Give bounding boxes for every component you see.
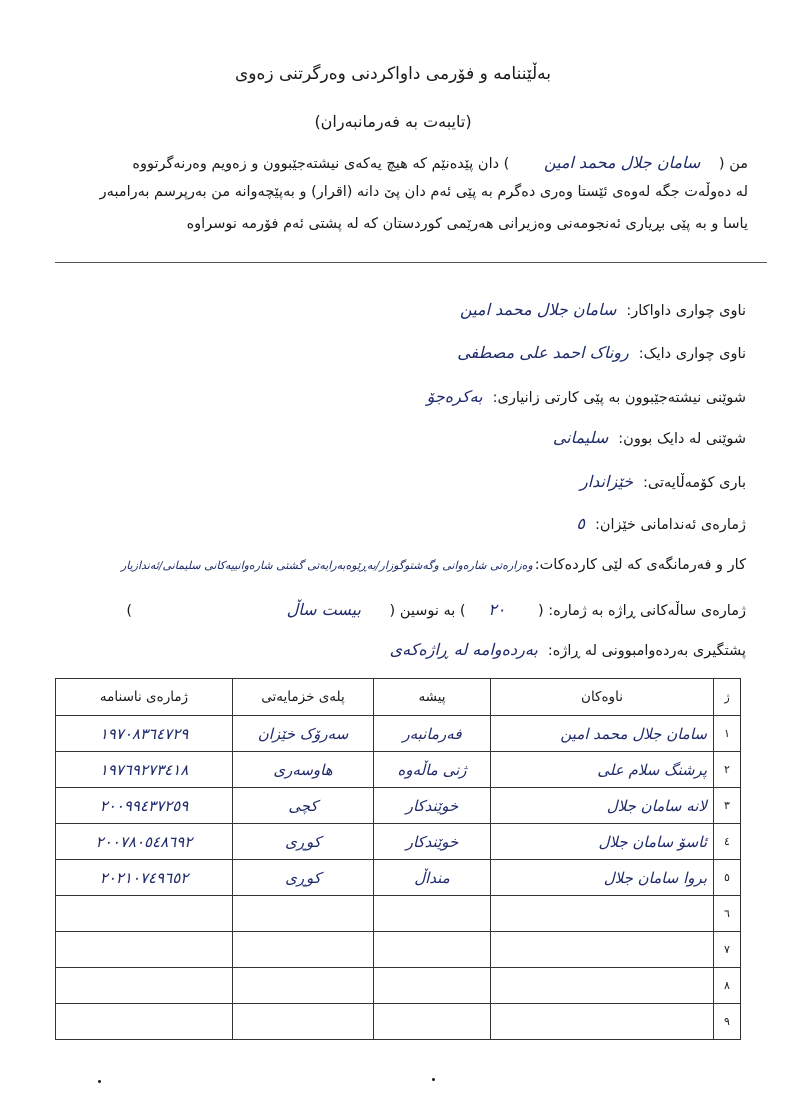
cell-index: ٤ <box>714 824 741 860</box>
divider <box>55 262 767 263</box>
cell-occupation <box>374 968 491 1004</box>
cell-occupation <box>374 932 491 968</box>
field-label: ناوی چواری دایک: <box>638 346 746 362</box>
cell-name <box>491 932 714 968</box>
cell-id-number <box>56 896 233 932</box>
cell-id-number: ١٩٧٠٨٣٦٤٧٢٩ <box>56 716 233 752</box>
cell-occupation <box>374 896 491 932</box>
field-label: پشتگیری بەردەوامبوونی لە ڕاژە: <box>547 643 746 659</box>
cell-relationship <box>233 932 374 968</box>
field-service-years <box>126 600 746 619</box>
cell-name <box>491 896 714 932</box>
declaration-name: سامان جلال محمد امین <box>543 153 701 172</box>
service-years-written: بیست ساڵ <box>286 600 361 619</box>
field-value: بەکرەجۆ <box>426 387 483 406</box>
scan-speck <box>98 1080 101 1083</box>
table-row <box>56 1004 741 1040</box>
cell-occupation: فەرمانبەر <box>374 716 491 752</box>
field-marital-status <box>580 472 746 491</box>
service-years-number: ٢٠ <box>488 600 506 619</box>
field-applicant-name <box>460 300 746 319</box>
cell-index: ١ <box>714 716 741 752</box>
cell-occupation: ژنی ماڵەوە <box>374 752 491 788</box>
cell-relationship: کچی <box>233 788 374 824</box>
cell-relationship <box>233 1004 374 1040</box>
form-subtitle: (تایبەت بە فەرمانبەران) <box>314 112 472 131</box>
table-row <box>56 788 741 824</box>
cell-id-number <box>56 968 233 1004</box>
cell-id-number <box>56 1004 233 1040</box>
table-row <box>56 896 741 932</box>
cell-occupation: خوێندکار <box>374 824 491 860</box>
field-label: شوێنی لە دایک بوون: <box>618 431 746 447</box>
cell-index: ٥ <box>714 860 741 896</box>
cell-relationship <box>233 896 374 932</box>
cell-index: ٩ <box>714 1004 741 1040</box>
cell-occupation: منداڵ <box>374 860 491 896</box>
cell-name: بروا سامان جلال <box>491 860 714 896</box>
field-value: ٥ <box>576 514 585 533</box>
cell-relationship: کوڕی <box>233 824 374 860</box>
cell-index: ٨ <box>714 968 741 1004</box>
scan-speck <box>432 1078 435 1081</box>
field-label: ) <box>126 603 133 619</box>
declaration-line-1 <box>132 153 748 172</box>
family-members-table <box>55 678 741 1040</box>
field-workplace <box>121 557 746 573</box>
cell-index: ٦ <box>714 896 741 932</box>
table-row <box>56 968 741 1004</box>
field-label: ژمارەی ئەندامانی خێزان: <box>594 517 746 533</box>
form-title: بەڵێننامە و فۆرمی داواکردنی وەرگرتنی زەوی <box>234 64 552 84</box>
cell-index: ٢ <box>714 752 741 788</box>
field-label: ) بە نوسین ( <box>389 603 466 619</box>
table-row <box>56 824 741 860</box>
cell-occupation: خوێندکار <box>374 788 491 824</box>
declaration-line-3: یاسا و بە پێی بڕیاری ئەنجومەنی وەزیرانی هەرێمی کوردستان کە لە پشتی ئەم فۆرمە نوسراوە <box>186 216 748 232</box>
table-row <box>56 752 741 788</box>
cell-relationship: سەرۆک خێزان <box>233 716 374 752</box>
header-occupation: پیشە <box>374 679 491 716</box>
field-value: بەردەوامە لە ڕاژەکەی <box>389 640 538 659</box>
cell-name: لانە سامان جلال <box>491 788 714 824</box>
table-row <box>56 716 741 752</box>
table-header-row <box>56 679 741 716</box>
cell-name: سامان جلال محمد امین <box>491 716 714 752</box>
field-label: کار و فەرمانگەی کە لێی کاردەکات: <box>534 557 746 573</box>
field-value: روناک احمد علی مصطفی <box>457 343 629 362</box>
cell-name: ئاسۆ سامان جلال <box>491 824 714 860</box>
field-residence <box>427 387 746 406</box>
cell-relationship <box>233 968 374 1004</box>
header-id-number: ژمارەی ناسنامە <box>56 679 233 716</box>
header-names: ناوەکان <box>491 679 714 716</box>
table-row <box>56 860 741 896</box>
cell-name: پرشنگ سلام علی <box>491 752 714 788</box>
cell-relationship: هاوسەری <box>233 752 374 788</box>
field-value: سلیمانی <box>552 428 609 447</box>
cell-id-number: ٢٠٢١٠٧٤٩٦٥٢ <box>56 860 233 896</box>
field-family-members <box>576 514 746 533</box>
cell-id-number: ١٩٧٦٩٢٧٣٤١٨ <box>56 752 233 788</box>
cell-name <box>491 1004 714 1040</box>
field-service-continuity <box>390 640 746 659</box>
cell-id-number <box>56 932 233 968</box>
cell-relationship: کوڕی <box>233 860 374 896</box>
cell-id-number: ٢٠٠٧٨٠٥٤٨٦٩٢ <box>56 824 233 860</box>
field-value: وەزارەتی شارەوانی وگەشتوگوزار/بەڕێوەبەرایەتی گشتی شارەوانییەکانی سلیمانی/ئەندازیار <box>120 559 533 572</box>
field-birthplace <box>553 428 746 447</box>
declaration-suffix: ) دان پێدەنێم کە هیچ یەکەی نیشتەجێبوون و زەویم وەرنەگرتووە <box>132 156 510 172</box>
field-label: ناوی چواری داواکار: <box>626 303 746 319</box>
cell-id-number: ٢٠٠٩٩٤٣٧٢٥٩ <box>56 788 233 824</box>
cell-index: ٧ <box>714 932 741 968</box>
declaration-line-2: لە دەوڵەت جگە لەوەی ئێستا وەری دەگرم بە پێی ئەم دان پێ دانە (اقرار) و بەپێچەوانە من بەرپرسم بەرامبەر <box>99 184 748 200</box>
header-index: ژ <box>714 679 741 716</box>
declaration-prefix: من ( <box>718 156 748 172</box>
field-mother-name <box>457 343 746 362</box>
table-row <box>56 932 741 968</box>
cell-index: ٣ <box>714 788 741 824</box>
field-label: ژمارەی ساڵەکانی ڕاژە بە ژمارە: ( <box>538 603 746 619</box>
field-label: شوێنی نیشتەجێبوون بە پێی کارتی زانیاری: <box>492 390 746 406</box>
header-relationship: پلەی خزمایەتی <box>233 679 374 716</box>
cell-occupation <box>374 1004 491 1040</box>
field-label: باری کۆمەڵایەتی: <box>642 475 746 491</box>
field-value: سامان جلال محمد امین <box>460 300 617 319</box>
cell-name <box>491 968 714 1004</box>
field-value: خێزاندار <box>579 472 633 491</box>
